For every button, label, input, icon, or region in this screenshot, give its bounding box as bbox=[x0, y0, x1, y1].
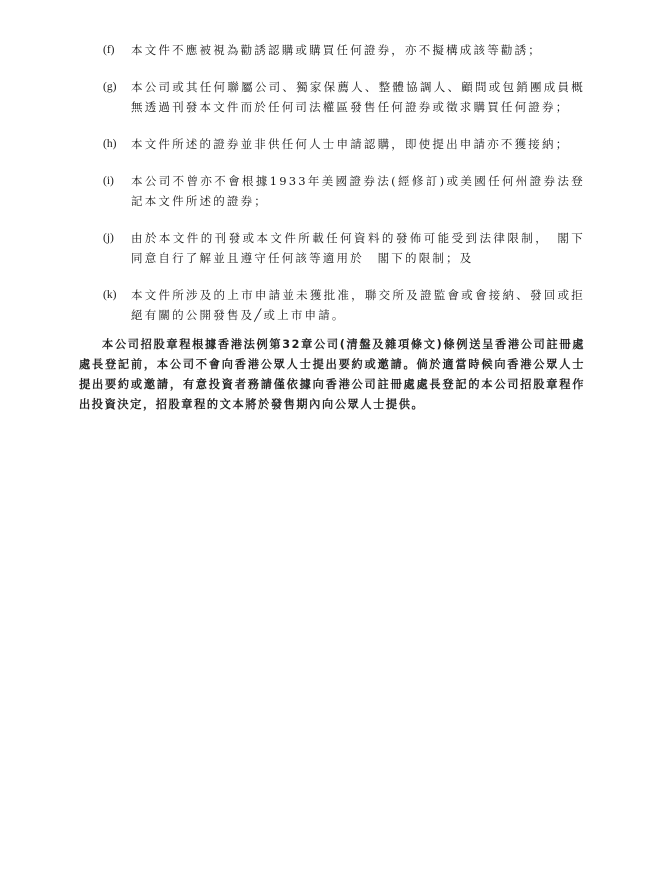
list-item-marker: (i) bbox=[103, 175, 114, 187]
list-item bbox=[103, 77, 585, 117]
closing-paragraph: 本公司招股章程根據香港法例第32章公司(清盤及雜項條文)條例送呈香港公司註冊處處長登記前，本公司不會向香港公眾人士提出要約或邀請。倘於適當時候向香港公眾人士提出要約或邀請，有意投資者務請僅依據向香港公司註冊處處長登記的本公司招股章程作出投資決定，招股章程的文本將於發售期內向公眾人士提供。 bbox=[79, 338, 585, 412]
list-item bbox=[103, 40, 585, 60]
list-item-marker: (j) bbox=[103, 232, 114, 244]
list-item bbox=[103, 171, 585, 211]
list-item bbox=[103, 134, 585, 154]
disclaimer-list bbox=[103, 40, 585, 342]
list-item-marker: (g) bbox=[103, 81, 117, 93]
list-item-text: 由於本文件的刊發或本文件所載任何資料的發佈可能受到法律限制， 閣下同意自行了解並且遵守任何該等適用於 閣下的限制；及 bbox=[131, 231, 585, 265]
list-item-marker: (h) bbox=[103, 138, 117, 150]
list-item-marker: (f) bbox=[103, 44, 115, 56]
list-item bbox=[103, 228, 585, 268]
list-item-text: 本文件所述的證券並非供任何人士申請認購，即使提出申請亦不獲接納； bbox=[131, 137, 570, 151]
list-item-text: 本公司不曾亦不會根據1933年美國證券法(經修訂)或美國任何州證券法登記本文件所述的證券； bbox=[131, 174, 585, 208]
list-item-text: 本公司或其任何聯屬公司、獨家保薦人、整體協調人、顧問或包銷團成員概無透過刊發本文件而於任何司法權區發售任何證券或徵求購買任何證券； bbox=[131, 80, 585, 114]
list-item bbox=[103, 285, 585, 325]
list-item-text: 本文件所涉及的上市申請並未獲批准，聯交所及證監會或會接納、發回或拒絕有關的公開發售及╱或上市申請。 bbox=[131, 288, 585, 322]
list-item-marker: (k) bbox=[103, 289, 117, 301]
list-item-text: 本文件不應被視為勸誘認購或購買任何證券，亦不擬構成該等勸誘； bbox=[131, 43, 542, 57]
